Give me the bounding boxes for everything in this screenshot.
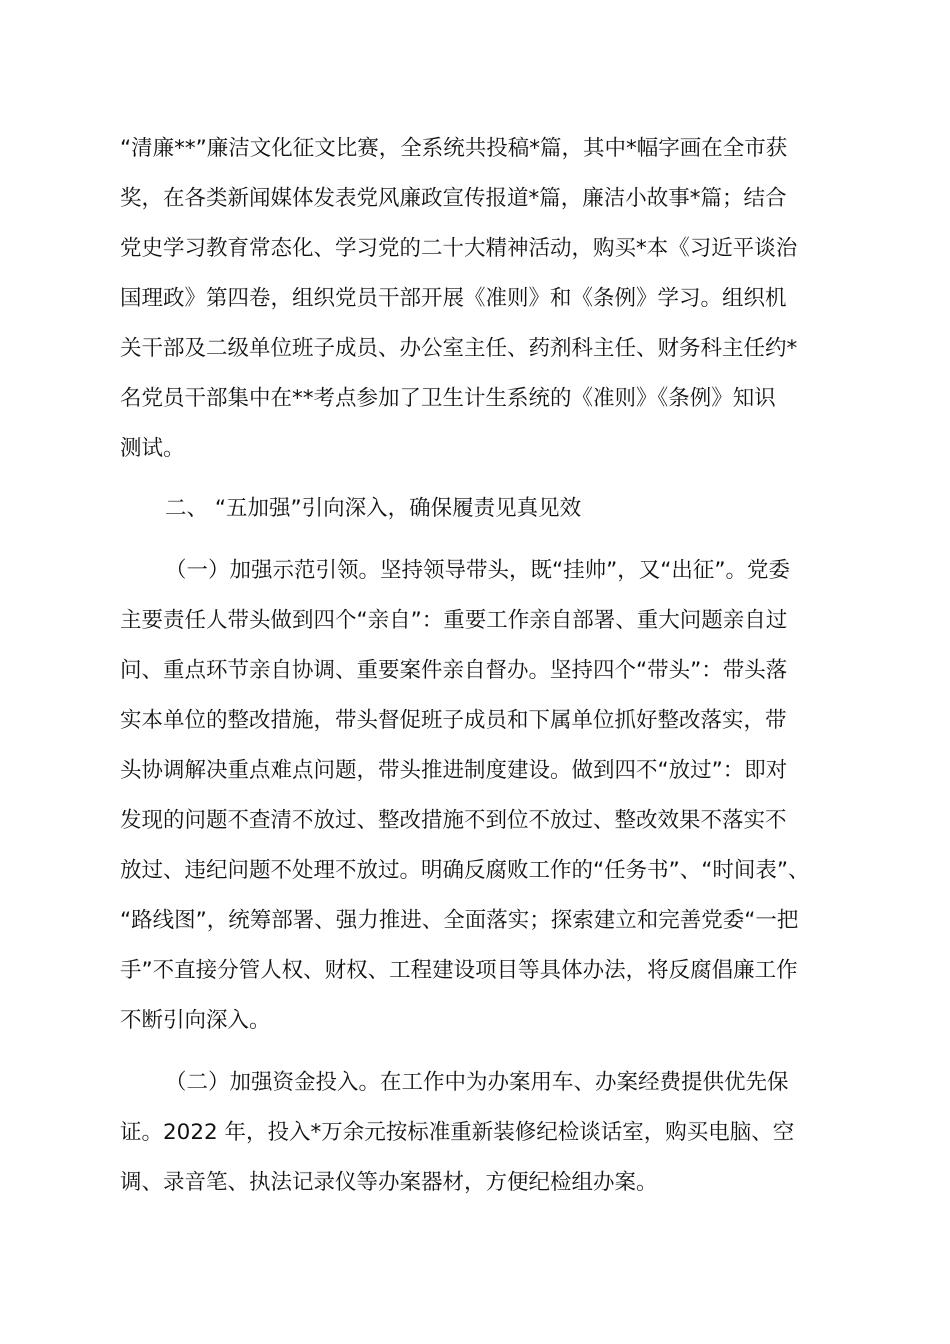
p2-line-1: （二）加强资金投入。在工作中为办案用车、办案经费提供优先保 xyxy=(165,1070,789,1095)
intro-line-7: 测试。 xyxy=(120,436,185,461)
p1-line-4: 实本单位的整改措施，带头督促班子成员和下属单位抓好整改落实，带 xyxy=(120,708,787,733)
p1-line-2: 主要责任人带头做到四个“亲自”：重要工作亲自部署、重大问题亲自过 xyxy=(120,608,788,633)
p2-line-3: 调、录音笔、执法记录仪等办案器材，方便纪检组办案。 xyxy=(120,1170,658,1195)
p1-line-9: 手”不直接分管人权、财权、工程建设项目等具体办法，将反腐倡廉工作 xyxy=(120,958,798,983)
p1-line-10: 不断引向深入。 xyxy=(120,1008,271,1033)
p1-line-6: 发现的问题不查清不放过、整改措施不到位不放过、整改效果不落实不 xyxy=(120,808,787,833)
p2-line-2: 证。2022 年，投入*万余元按标准重新装修纪检谈话室，购买电脑、空 xyxy=(120,1120,795,1145)
intro-line-5: 关干部及二级单位班子成员、办公室主任、药剂科主任、财务科主任约* xyxy=(120,336,798,361)
p1-line-8: “路线图”，统筹部署、强力推进、全面落实；探索建立和完善党委“一把 xyxy=(120,908,799,933)
intro-line-2: 奖，在各类新闻媒体发表党风廉政宣传报道*篇，廉洁小故事*篇；结合 xyxy=(120,186,787,211)
intro-line-6: 名党员干部集中在**考点参加了卫生计生系统的《准则》《条例》知识 xyxy=(120,386,776,411)
p1-line-1: （一）加强示范引领。坚持领导带头，既“挂帅”，又“出征”。党委 xyxy=(165,558,791,583)
intro-line-4: 国理政》第四卷，组织党员干部开展《准则》和《条例》学习。组织机 xyxy=(120,286,787,311)
p1-line-7: 放过、违纪问题不处理不放过。明确反腐败工作的“任务书”、“时间表”、 xyxy=(120,858,810,883)
section-heading: 二、 “五加强”引向深入，确保履责见真见效 xyxy=(165,496,582,521)
p1-line-5: 头协调解决重点难点问题，带头推进制度建设。做到四不“放过”：即对 xyxy=(120,758,788,783)
intro-line-1: “清廉**”廉洁文化征文比赛，全系统共投稿*篇，其中*幅字画在全市获 xyxy=(120,136,788,161)
intro-line-3: 党史学习教育常态化、学习党的二十大精神活动，购买*本《习近平谈治 xyxy=(120,236,798,261)
p1-line-3: 问、重点环节亲自协调、重要案件亲自督办。坚持四个“带头”：带头落 xyxy=(120,658,788,683)
